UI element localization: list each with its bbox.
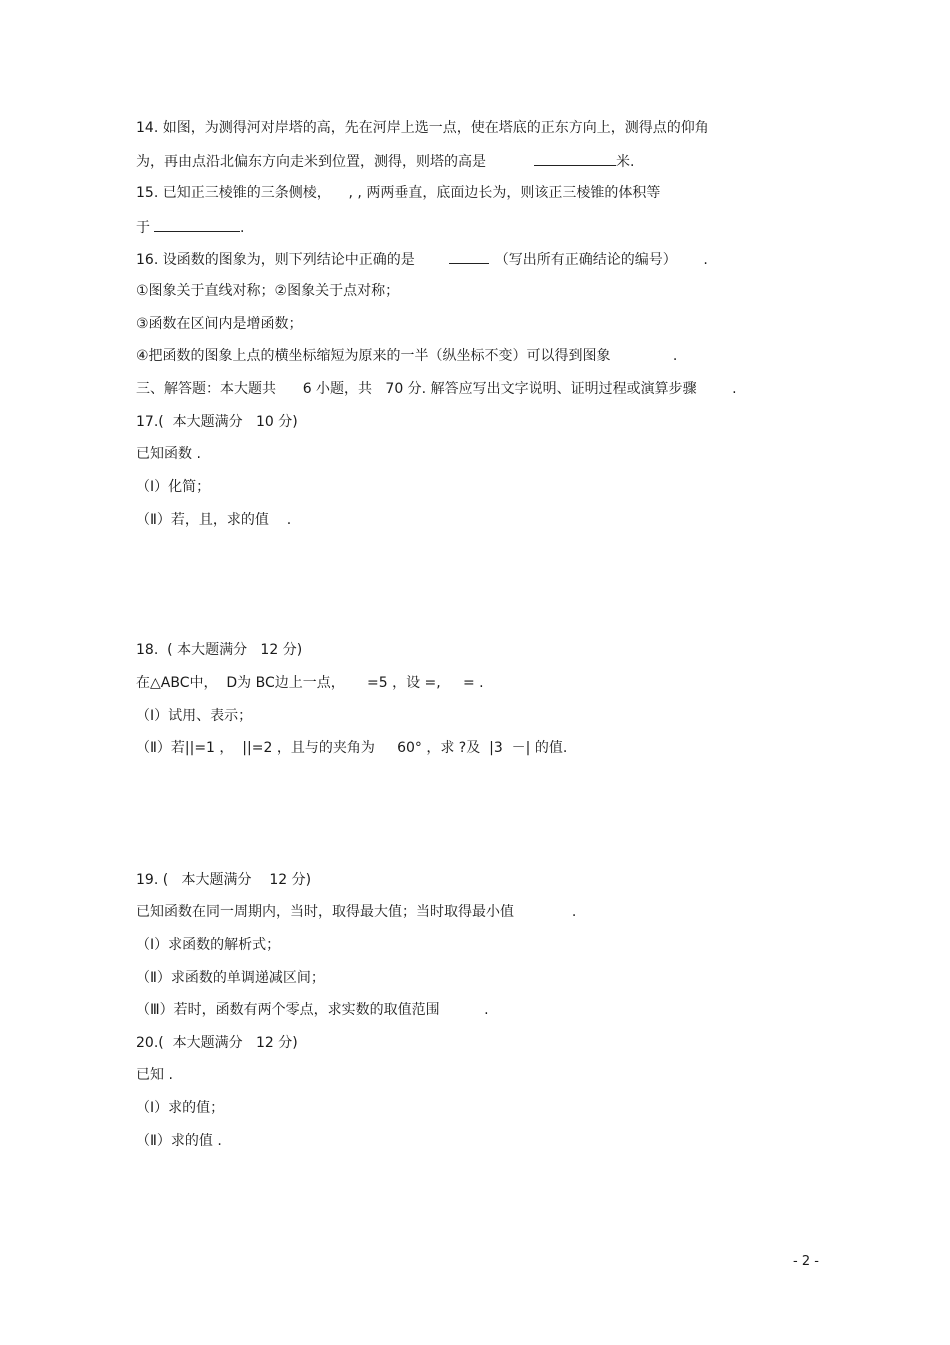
q20-stem: 已知 . [136,1067,173,1083]
q15-line-2 [136,217,244,237]
q20-part-2: （Ⅱ）求的值 . [136,1133,222,1149]
q14-line-2 [136,151,634,171]
q15-suffix: . [240,220,245,236]
q15-prefix: 于 [136,220,150,236]
q18-stem: 在△ABC中， D为 BC边上一点， =5 ，设 =, = . [136,675,484,691]
q18-part-2: （Ⅱ）若||=1 ， ||=2 ，且与的夹角为 60° ，求 ?及 |3 －| 的值. [136,740,568,756]
q15-line-1: 15. 已知正三棱锥的三条侧棱， , , 两两垂直，底面边长为，则该正三棱锥的体积等 [136,185,661,201]
q16-answer-blank [449,249,489,264]
q19-part-3: （Ⅲ）若时，函数有两个零点，求实数的取值范围 . [136,1002,489,1018]
q20-part-1: （Ⅰ）求的值； [136,1100,225,1116]
q17-part-2: （Ⅱ）若，且，求的值 . [136,512,292,528]
q20-heading: 20.( 本大题满分 12 分) [136,1035,298,1051]
q18-heading: 18. ( 本大题满分 12 分) [136,642,303,658]
q17-part-1: （Ⅰ）化简； [136,479,211,495]
q16-item-4: ④把函数的图象上点的横坐标缩短为原来的一半（纵坐标不变）可以得到图象 . [136,348,678,364]
q17-heading: 17.( 本大题满分 10 分) [136,414,298,430]
q16-stem [136,249,708,269]
q15-answer-blank [154,217,240,232]
section-3-heading: 三、解答题：本大题共 6 小题，共 70 分. 解答应写出文字说明、证明过程或演算步骤 . [136,381,737,397]
q18-part-1: （Ⅰ）试用、表示； [136,708,253,724]
q14-text: 为，再由点沿北偏东方向走米到位置，测得，则塔的高是 [136,154,486,170]
q16-item-3: ③函数在区间内是增函数； [136,316,303,332]
q19-heading: 19. ( 本大题满分 12 分) [136,872,312,888]
page-number: - 2 - [793,1254,819,1269]
q14-line-1: 14. 如图，为测得河对岸塔的高，先在河岸上选一点，使在塔底的正东方向上，测得点的仰角 [136,120,709,136]
q19-stem: 已知函数在同一周期内，当时，取得最大值；当时取得最小值 . [136,904,577,920]
q16-stem-prefix: 16. 设函数的图象为，则下列结论中正确的是 [136,252,415,268]
q14-answer-blank [534,151,616,166]
q16-item-1-2: ①图象关于直线对称；②图象关于点对称； [136,283,400,299]
q19-part-2: （Ⅱ）求函数的单调递减区间； [136,970,325,986]
q19-part-1: （Ⅰ）求函数的解析式； [136,937,281,953]
q14-unit: 米. [616,154,635,170]
q17-stem: 已知函数 . [136,446,201,462]
q16-stem-suffix: （写出所有正确结论的编号） . [494,252,708,268]
